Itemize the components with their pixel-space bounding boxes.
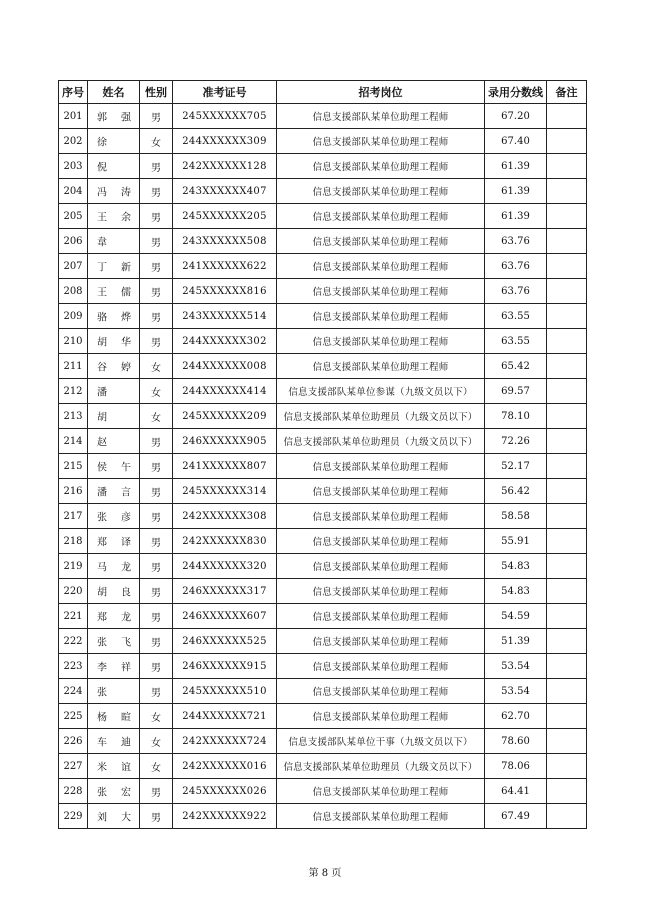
position: 信息支援部队某单位干事（九级文员以下） xyxy=(277,729,485,754)
surname: 王 xyxy=(97,287,107,299)
score: 78.60 xyxy=(485,729,547,754)
score: 53.54 xyxy=(485,654,547,679)
row-number: 226 xyxy=(59,729,88,754)
sex: 男 xyxy=(140,629,173,654)
exam-id: 246XXXXXX525 xyxy=(173,629,277,654)
note xyxy=(547,604,587,629)
person-name xyxy=(88,804,140,829)
note xyxy=(547,504,587,529)
row-number: 209 xyxy=(59,304,88,329)
table-row xyxy=(59,329,587,354)
position: 信息支援部队某单位助理工程师 xyxy=(277,204,485,229)
table-row xyxy=(59,479,587,504)
person-name xyxy=(88,404,140,429)
table-row xyxy=(59,429,587,454)
exam-id: 242XXXXXX922 xyxy=(173,804,277,829)
table-row xyxy=(59,804,587,829)
row-number: 202 xyxy=(59,129,88,154)
given-name: 烨 xyxy=(121,312,131,324)
given-name: 龙 xyxy=(121,612,131,624)
score: 62.70 xyxy=(485,704,547,729)
person-name xyxy=(88,204,140,229)
position: 信息支援部队某单位助理工程师 xyxy=(277,354,485,379)
surname: 骆 xyxy=(97,312,107,324)
person-name xyxy=(88,329,140,354)
surname: 侯 xyxy=(97,462,107,474)
position: 信息支援部队某单位助理工程师 xyxy=(277,804,485,829)
position: 信息支援部队某单位助理工程师 xyxy=(277,154,485,179)
table-row xyxy=(59,604,587,629)
note xyxy=(547,454,587,479)
position: 信息支援部队某单位助理员（九级文员以下） xyxy=(277,429,485,454)
note xyxy=(547,379,587,404)
exam-id: 243XXXXXX508 xyxy=(173,229,277,254)
surname: 车 xyxy=(97,737,107,749)
note xyxy=(547,154,587,179)
score: 63.76 xyxy=(485,229,547,254)
note xyxy=(547,729,587,754)
exam-id: 244XXXXXX320 xyxy=(173,554,277,579)
table-row xyxy=(59,629,587,654)
note xyxy=(547,654,587,679)
given-name: 言 xyxy=(121,487,131,499)
note xyxy=(547,554,587,579)
position: 信息支援部队某单位助理工程师 xyxy=(277,279,485,304)
exam-id: 244XXXXXX414 xyxy=(173,379,277,404)
exam-id: 244XXXXXX721 xyxy=(173,704,277,729)
exam-id: 242XXXXXX830 xyxy=(173,529,277,554)
person-name xyxy=(88,654,140,679)
score: 63.55 xyxy=(485,329,547,354)
position: 信息支援部队某单位助理员（九级文员以下） xyxy=(277,754,485,779)
row-number: 218 xyxy=(59,529,88,554)
sex: 男 xyxy=(140,554,173,579)
person-name xyxy=(88,704,140,729)
sex: 男 xyxy=(140,429,173,454)
note xyxy=(547,229,587,254)
score: 78.10 xyxy=(485,404,547,429)
results-table xyxy=(58,80,587,829)
score: 55.91 xyxy=(485,529,547,554)
person-name xyxy=(88,179,140,204)
position: 信息支援部队某单位助理工程师 xyxy=(277,479,485,504)
given-name: 迪 xyxy=(121,737,131,749)
person-name xyxy=(88,529,140,554)
row-number: 216 xyxy=(59,479,88,504)
given-name: 婷 xyxy=(121,362,131,374)
sex: 女 xyxy=(140,354,173,379)
person-name xyxy=(88,129,140,154)
note xyxy=(547,304,587,329)
sex: 男 xyxy=(140,179,173,204)
table-row xyxy=(59,729,587,754)
person-name xyxy=(88,304,140,329)
table-body xyxy=(59,104,587,829)
note xyxy=(547,754,587,779)
person-name xyxy=(88,229,140,254)
given-name: 飞 xyxy=(121,637,131,649)
row-number: 210 xyxy=(59,329,88,354)
note xyxy=(547,479,587,504)
exam-id: 245XXXXXX510 xyxy=(173,679,277,704)
exam-id: 244XXXXXX309 xyxy=(173,129,277,154)
table-row xyxy=(59,504,587,529)
table-row xyxy=(59,654,587,679)
person-name xyxy=(88,479,140,504)
exam-id: 245XXXXXX705 xyxy=(173,104,277,129)
surname: 胡 xyxy=(97,337,107,349)
position: 信息支援部队某单位助理工程师 xyxy=(277,329,485,354)
sex: 男 xyxy=(140,304,173,329)
header-no: 序号 xyxy=(59,81,88,104)
position: 信息支援部队某单位助理工程师 xyxy=(277,454,485,479)
row-number: 219 xyxy=(59,554,88,579)
note xyxy=(547,254,587,279)
position: 信息支援部队某单位助理工程师 xyxy=(277,779,485,804)
exam-id: 242XXXXXX016 xyxy=(173,754,277,779)
score: 58.58 xyxy=(485,504,547,529)
sex: 男 xyxy=(140,329,173,354)
score: 61.39 xyxy=(485,204,547,229)
table-row xyxy=(59,404,587,429)
given-name: 彦 xyxy=(121,512,131,524)
surname: 丁 xyxy=(97,262,107,274)
exam-id: 241XXXXXX807 xyxy=(173,454,277,479)
position: 信息支援部队某单位助理工程师 xyxy=(277,504,485,529)
surname: 倪 xyxy=(97,162,107,174)
row-number: 224 xyxy=(59,679,88,704)
person-name xyxy=(88,504,140,529)
table-row xyxy=(59,454,587,479)
score: 56.42 xyxy=(485,479,547,504)
header-name: 姓名 xyxy=(88,81,140,104)
table-row xyxy=(59,579,587,604)
table-row xyxy=(59,779,587,804)
person-name xyxy=(88,754,140,779)
given-name: 大 xyxy=(121,812,131,824)
table-row xyxy=(59,379,587,404)
sex: 女 xyxy=(140,729,173,754)
surname: 张 xyxy=(97,637,107,649)
position: 信息支援部队某单位助理工程师 xyxy=(277,529,485,554)
note xyxy=(547,779,587,804)
person-name xyxy=(88,154,140,179)
exam-id: 245XXXXXX816 xyxy=(173,279,277,304)
sex: 男 xyxy=(140,529,173,554)
exam-id: 244XXXXXX302 xyxy=(173,329,277,354)
surname: 徐 xyxy=(97,137,107,149)
sex: 女 xyxy=(140,404,173,429)
header-note: 备注 xyxy=(547,81,587,104)
sex: 男 xyxy=(140,604,173,629)
person-name xyxy=(88,104,140,129)
person-name xyxy=(88,554,140,579)
score: 52.17 xyxy=(485,454,547,479)
person-name xyxy=(88,604,140,629)
person-name xyxy=(88,279,140,304)
row-number: 229 xyxy=(59,804,88,829)
position: 信息支援部队某单位助理工程师 xyxy=(277,704,485,729)
surname: 谷 xyxy=(97,362,107,374)
note xyxy=(547,104,587,129)
person-name xyxy=(88,429,140,454)
position: 信息支援部队某单位助理工程师 xyxy=(277,304,485,329)
note xyxy=(547,804,587,829)
table-row xyxy=(59,354,587,379)
header-sex: 性别 xyxy=(140,81,173,104)
table-row xyxy=(59,204,587,229)
row-number: 215 xyxy=(59,454,88,479)
row-number: 228 xyxy=(59,779,88,804)
table-row xyxy=(59,754,587,779)
exam-id: 246XXXXXX915 xyxy=(173,654,277,679)
surname: 王 xyxy=(97,212,107,224)
exam-id: 244XXXXXX008 xyxy=(173,354,277,379)
surname: 郑 xyxy=(97,537,107,549)
position: 信息支援部队某单位参谋（九级文员以下） xyxy=(277,379,485,404)
surname: 杨 xyxy=(97,712,107,724)
surname: 郑 xyxy=(97,612,107,624)
score: 69.57 xyxy=(485,379,547,404)
row-number: 227 xyxy=(59,754,88,779)
row-number: 207 xyxy=(59,254,88,279)
row-number: 211 xyxy=(59,354,88,379)
given-name: 涛 xyxy=(121,187,131,199)
position: 信息支援部队某单位助理工程师 xyxy=(277,554,485,579)
row-number: 208 xyxy=(59,279,88,304)
exam-id: 242XXXXXX308 xyxy=(173,504,277,529)
given-name: 强 xyxy=(121,112,131,124)
row-number: 220 xyxy=(59,579,88,604)
table-row xyxy=(59,279,587,304)
note xyxy=(547,329,587,354)
exam-id: 245XXXXXX205 xyxy=(173,204,277,229)
surname: 张 xyxy=(97,512,107,524)
row-number: 217 xyxy=(59,504,88,529)
exam-id: 242XXXXXX128 xyxy=(173,154,277,179)
surname: 张 xyxy=(97,787,107,799)
score: 61.39 xyxy=(485,154,547,179)
row-number: 201 xyxy=(59,104,88,129)
row-number: 221 xyxy=(59,604,88,629)
table-row xyxy=(59,704,587,729)
note xyxy=(547,429,587,454)
position: 信息支援部队某单位助理工程师 xyxy=(277,129,485,154)
header-exam-id: 准考证号 xyxy=(173,81,277,104)
exam-id: 243XXXXXX514 xyxy=(173,304,277,329)
given-name: 儒 xyxy=(121,287,131,299)
note xyxy=(547,579,587,604)
position: 信息支援部队某单位助理工程师 xyxy=(277,679,485,704)
table-row xyxy=(59,254,587,279)
header-row xyxy=(59,81,587,104)
given-name: 龙 xyxy=(121,562,131,574)
surname: 刘 xyxy=(97,812,107,824)
table-row xyxy=(59,129,587,154)
sex: 女 xyxy=(140,704,173,729)
row-number: 212 xyxy=(59,379,88,404)
surname: 潘 xyxy=(97,387,107,399)
note xyxy=(547,179,587,204)
position: 信息支援部队某单位助理工程师 xyxy=(277,604,485,629)
page-number: 第 8 页 xyxy=(308,868,342,879)
given-name: 良 xyxy=(121,587,131,599)
note xyxy=(547,629,587,654)
person-name xyxy=(88,679,140,704)
person-name xyxy=(88,779,140,804)
sex: 男 xyxy=(140,154,173,179)
score: 65.42 xyxy=(485,354,547,379)
table-row xyxy=(59,554,587,579)
surname: 冯 xyxy=(97,187,107,199)
surname: 马 xyxy=(97,562,107,574)
sex: 男 xyxy=(140,504,173,529)
surname: 张 xyxy=(97,687,107,699)
row-number: 214 xyxy=(59,429,88,454)
table-row xyxy=(59,104,587,129)
surname: 米 xyxy=(97,762,107,774)
exam-id: 245XXXXXX209 xyxy=(173,404,277,429)
table-row xyxy=(59,229,587,254)
given-name: 宏 xyxy=(121,787,131,799)
exam-id: 246XXXXXX607 xyxy=(173,604,277,629)
position: 信息支援部队某单位助理工程师 xyxy=(277,629,485,654)
sex: 男 xyxy=(140,479,173,504)
person-name xyxy=(88,379,140,404)
row-number: 213 xyxy=(59,404,88,429)
person-name xyxy=(88,579,140,604)
score: 64.41 xyxy=(485,779,547,804)
note xyxy=(547,529,587,554)
given-name: 祥 xyxy=(121,662,131,674)
table-row xyxy=(59,679,587,704)
person-name xyxy=(88,254,140,279)
position: 信息支援部队某单位助理工程师 xyxy=(277,229,485,254)
sex: 男 xyxy=(140,804,173,829)
position: 信息支援部队某单位助理工程师 xyxy=(277,179,485,204)
given-name: 暄 xyxy=(121,712,131,724)
sex: 男 xyxy=(140,254,173,279)
row-number: 222 xyxy=(59,629,88,654)
given-name: 华 xyxy=(121,337,131,349)
table-row xyxy=(59,179,587,204)
given-name: 新 xyxy=(121,262,131,274)
score: 63.76 xyxy=(485,254,547,279)
score: 72.26 xyxy=(485,429,547,454)
row-number: 204 xyxy=(59,179,88,204)
note xyxy=(547,679,587,704)
row-number: 205 xyxy=(59,204,88,229)
surname: 郭 xyxy=(97,112,107,124)
note xyxy=(547,204,587,229)
exam-id: 242XXXXXX724 xyxy=(173,729,277,754)
row-number: 223 xyxy=(59,654,88,679)
position: 信息支援部队某单位助理工程师 xyxy=(277,104,485,129)
surname: 潘 xyxy=(97,487,107,499)
given-name: 谊 xyxy=(121,762,131,774)
note xyxy=(547,354,587,379)
sex: 女 xyxy=(140,379,173,404)
sex: 男 xyxy=(140,204,173,229)
table-row xyxy=(59,304,587,329)
exam-id: 241XXXXXX622 xyxy=(173,254,277,279)
exam-id: 245XXXXXX314 xyxy=(173,479,277,504)
score: 54.83 xyxy=(485,579,547,604)
exam-id: 246XXXXXX317 xyxy=(173,579,277,604)
surname: 李 xyxy=(97,662,107,674)
score: 67.20 xyxy=(485,104,547,129)
note xyxy=(547,279,587,304)
exam-id: 243XXXXXX407 xyxy=(173,179,277,204)
note xyxy=(547,404,587,429)
sex: 男 xyxy=(140,579,173,604)
surname: 韋 xyxy=(97,237,107,249)
score: 78.06 xyxy=(485,754,547,779)
given-name: 午 xyxy=(121,462,131,474)
score: 63.55 xyxy=(485,304,547,329)
sex: 男 xyxy=(140,779,173,804)
sex: 男 xyxy=(140,104,173,129)
exam-id: 245XXXXXX026 xyxy=(173,779,277,804)
header-position: 招考岗位 xyxy=(277,81,485,104)
score: 63.76 xyxy=(485,279,547,304)
note xyxy=(547,129,587,154)
score: 51.39 xyxy=(485,629,547,654)
person-name xyxy=(88,729,140,754)
note xyxy=(547,704,587,729)
score: 67.40 xyxy=(485,129,547,154)
sex: 女 xyxy=(140,129,173,154)
score: 54.59 xyxy=(485,604,547,629)
header-score: 录用分数线 xyxy=(485,81,547,104)
exam-id: 246XXXXXX905 xyxy=(173,429,277,454)
position: 信息支援部队某单位助理工程师 xyxy=(277,579,485,604)
position: 信息支援部队某单位助理员（九级文员以下） xyxy=(277,404,485,429)
person-name xyxy=(88,354,140,379)
surname: 赵 xyxy=(97,437,107,449)
sex: 男 xyxy=(140,454,173,479)
person-name xyxy=(88,454,140,479)
score: 67.49 xyxy=(485,804,547,829)
score: 54.83 xyxy=(485,554,547,579)
sex: 男 xyxy=(140,229,173,254)
surname: 胡 xyxy=(97,587,107,599)
position: 信息支援部队某单位助理工程师 xyxy=(277,254,485,279)
score: 53.54 xyxy=(485,679,547,704)
table-row xyxy=(59,154,587,179)
given-name: 余 xyxy=(121,212,131,224)
row-number: 203 xyxy=(59,154,88,179)
sex: 女 xyxy=(140,754,173,779)
row-number: 225 xyxy=(59,704,88,729)
table-row xyxy=(59,529,587,554)
score: 61.39 xyxy=(485,179,547,204)
sex: 男 xyxy=(140,654,173,679)
surname: 胡 xyxy=(97,412,107,424)
sex: 男 xyxy=(140,279,173,304)
position: 信息支援部队某单位助理工程师 xyxy=(277,654,485,679)
row-number: 206 xyxy=(59,229,88,254)
sex: 男 xyxy=(140,679,173,704)
person-name xyxy=(88,629,140,654)
given-name: 译 xyxy=(121,537,131,549)
